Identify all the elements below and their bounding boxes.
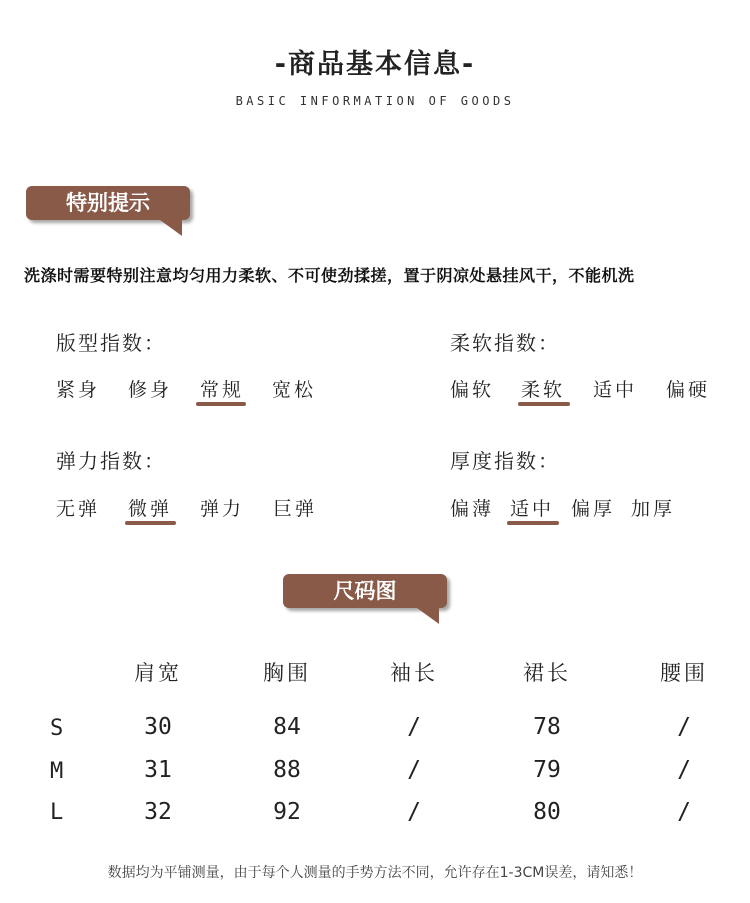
thickness-option: 偏厚 <box>571 498 616 520</box>
size-row-label: M <box>50 759 64 784</box>
size-cell: 84 <box>273 714 301 740</box>
size-row-label: L <box>50 800 64 825</box>
size-row-label: S <box>50 716 64 741</box>
fit-option-selected: 常规 <box>200 379 245 401</box>
size-column-header: 裙长 <box>523 661 571 685</box>
size-cell: / <box>677 757 691 783</box>
page-title: -商品基本信息- <box>274 49 476 80</box>
size-cell: 78 <box>533 714 561 740</box>
special-notice-tag <box>26 186 190 220</box>
fit-option: 紧身 <box>56 379 101 401</box>
thickness-option: 加厚 <box>631 498 676 520</box>
fit-selected-underline <box>196 402 246 406</box>
softness-option: 偏硬 <box>666 379 711 401</box>
elasticity-option: 弹力 <box>200 498 245 520</box>
softness-option-selected: 柔软 <box>521 379 566 401</box>
softness-selected-underline <box>518 402 570 406</box>
elasticity-selected-underline <box>125 521 176 525</box>
elasticity-option: 巨弹 <box>273 498 318 520</box>
size-cell: / <box>677 799 691 825</box>
special-notice-tag-label: 特别提示 <box>66 191 150 215</box>
size-column-header: 肩宽 <box>134 661 182 685</box>
thickness-option: 偏薄 <box>450 498 495 520</box>
fit-index-label: 版型指数： <box>56 331 166 355</box>
thickness-option-selected: 适中 <box>510 498 555 520</box>
thickness-selected-underline <box>507 521 559 525</box>
size-cell: / <box>407 757 421 783</box>
size-cell: 80 <box>533 799 561 825</box>
size-cell: 30 <box>144 714 172 740</box>
size-column-header: 腰围 <box>660 661 708 685</box>
measurement-note: 数据均为平铺测量，由于每个人测量的手势方法不同，允许存在1-3CM误差，请知悉！ <box>107 865 643 881</box>
size-chart-tag-tail <box>417 608 439 624</box>
size-cell: 79 <box>533 757 561 783</box>
elasticity-option-selected: 微弹 <box>128 498 173 520</box>
thickness-index-label: 厚度指数： <box>450 449 560 473</box>
softness-option: 适中 <box>593 379 638 401</box>
fit-option: 宽松 <box>272 379 317 401</box>
size-cell: / <box>407 714 421 740</box>
fit-option: 修身 <box>128 379 173 401</box>
softness-index-label: 柔软指数： <box>450 331 560 355</box>
size-column-header: 胸围 <box>263 661 311 685</box>
size-cell: / <box>407 799 421 825</box>
special-notice-tag-tail <box>160 220 182 236</box>
elasticity-option: 无弹 <box>56 498 101 520</box>
size-chart-tag-label: 尺码图 <box>333 579 397 603</box>
size-cell: 92 <box>273 799 301 825</box>
size-cell: 31 <box>144 757 172 783</box>
page-subtitle: BASIC INFORMATION OF GOODS <box>235 94 515 108</box>
size-cell: / <box>677 714 691 740</box>
size-chart-tag <box>283 574 447 608</box>
size-column-header: 袖长 <box>390 661 438 685</box>
softness-option: 偏软 <box>450 379 495 401</box>
size-cell: 32 <box>144 799 172 825</box>
washing-instructions: 洗涤时需要特别注意均匀用力柔软、不可使劲揉搓，置于阴凉处悬挂风干，不能机洗 <box>24 266 635 285</box>
size-cell: 88 <box>273 757 301 783</box>
elasticity-index-label: 弹力指数： <box>56 449 166 473</box>
